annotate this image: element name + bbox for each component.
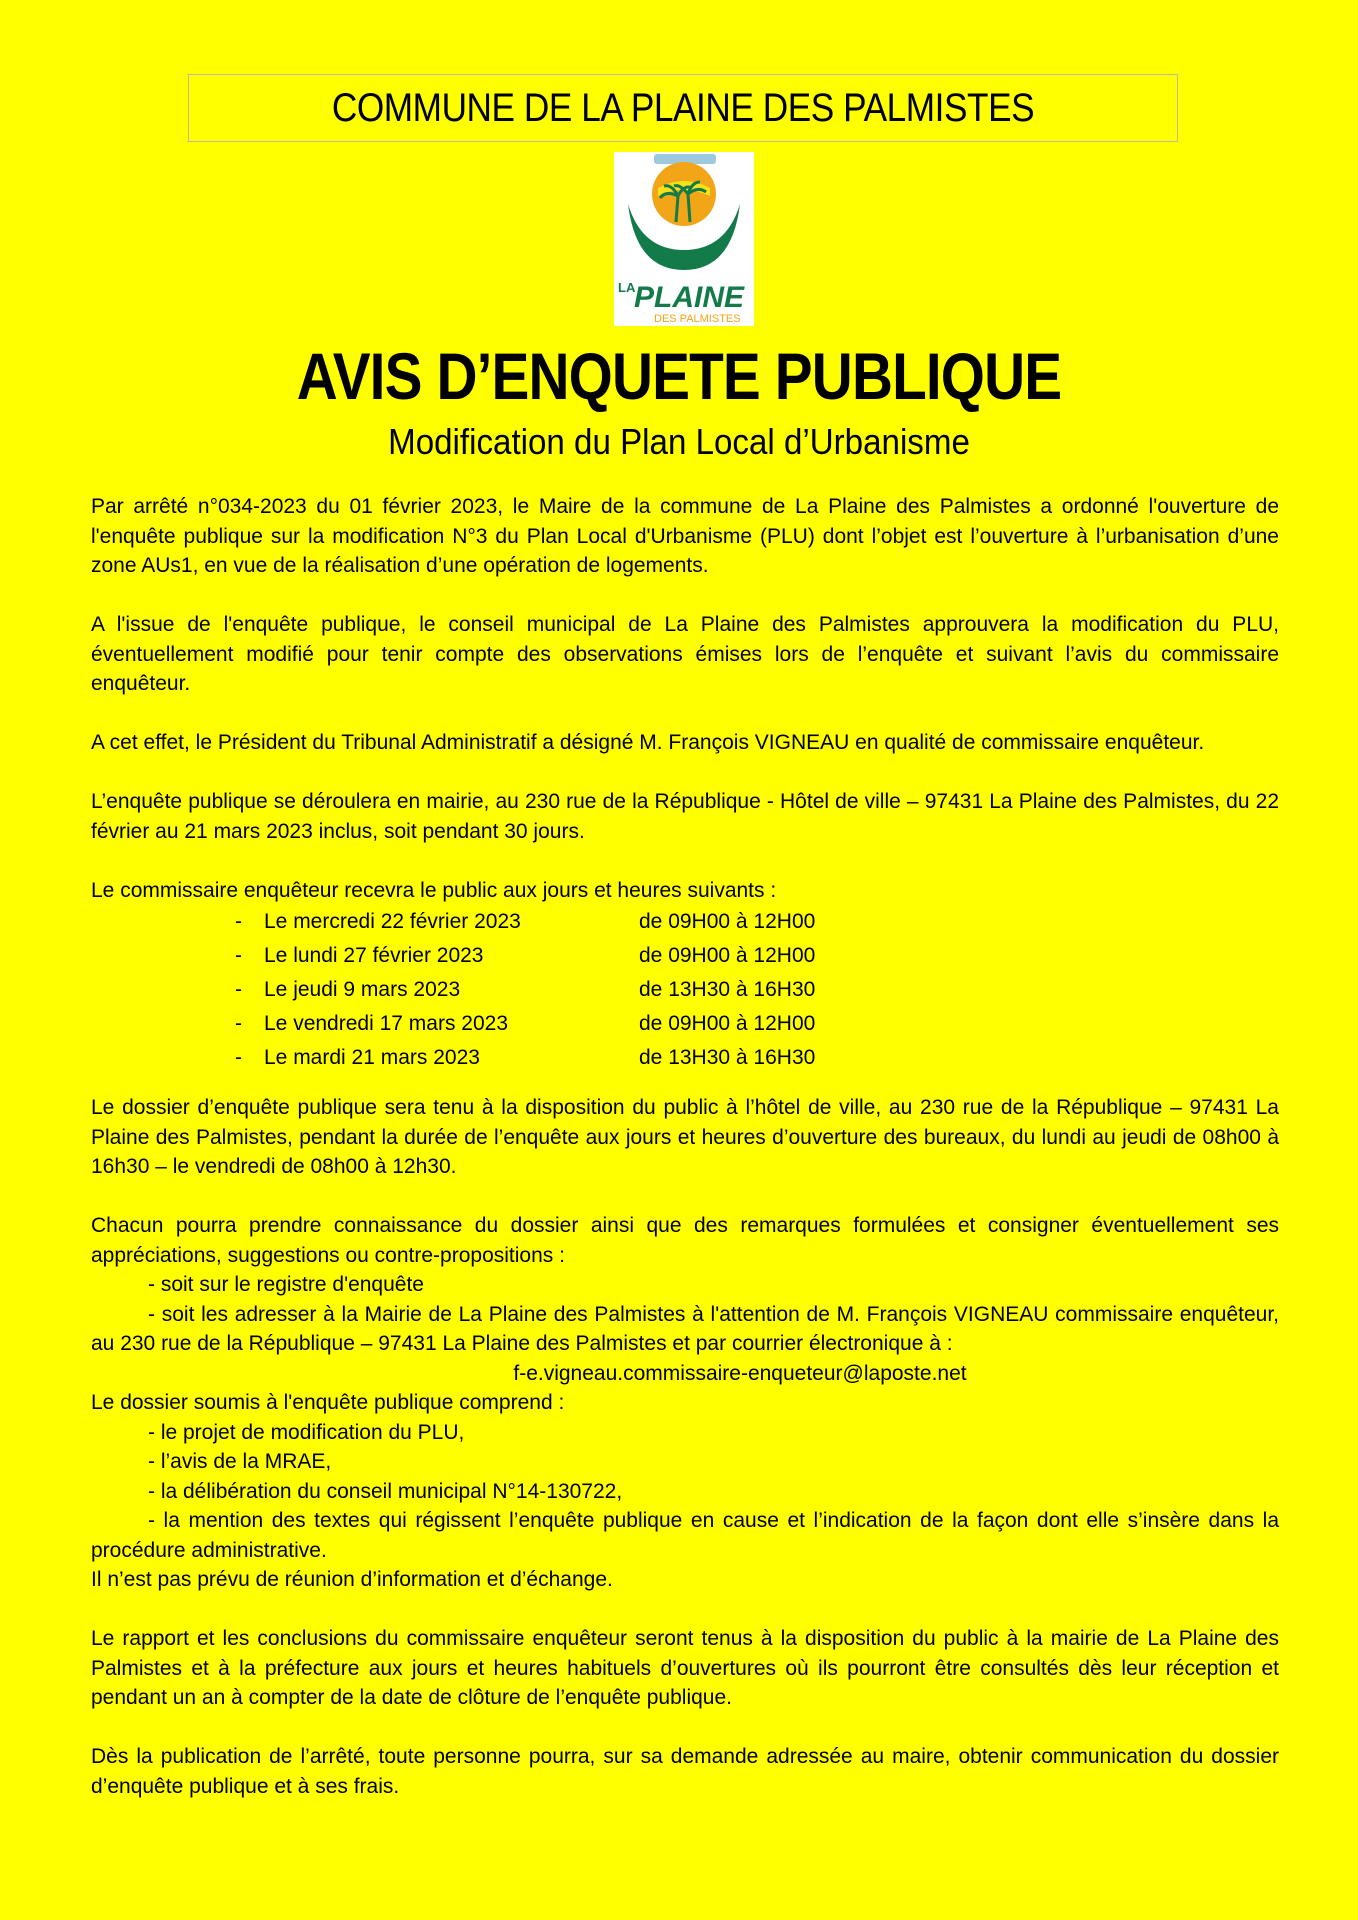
schedule-item xyxy=(91,1041,1279,1075)
schedule-dash: - xyxy=(235,1046,242,1069)
paragraph-permanences-intro: Le commissaire enquêteur recevra le public aux jours et heures suivants : xyxy=(91,878,777,902)
schedule-dash: - xyxy=(235,1012,242,1035)
paragraph-communication: Dès la publication de l’arrêté, toute personne pourra, sur sa demande adressée au maire, obtenir communication du dossier d’enquête publique et à ses frais. xyxy=(91,1745,1279,1798)
notice-subtitle: Modification du Plan Local d’Urbanisme xyxy=(388,421,970,462)
dossier-item-deliberation: - la délibération du conseil municipal N°14-130722, xyxy=(148,1479,623,1503)
notice-body xyxy=(91,492,1279,1831)
schedule-dash: - xyxy=(235,944,242,967)
dossier-item-projet: - le projet de modification du PLU, xyxy=(148,1420,465,1444)
schedule-day: Le vendredi 17 mars 2023 xyxy=(264,1012,508,1035)
paragraph-reunion: Il n’est pas prévu de réunion d’information et d’échange. xyxy=(91,1568,613,1591)
paragraph-commissaire: A cet effet, le Président du Tribunal Administratif a désigné M. François VIGNEAU en qualité de commissaire enquêteur. xyxy=(91,731,1205,754)
notice-title: AVIS D’ENQUETE PUBLIQUE xyxy=(296,339,1062,413)
observations-item-registre: - soit sur le registre d'enquête xyxy=(148,1273,424,1296)
schedule-hours: de 09H00 à 12H00 xyxy=(639,944,816,967)
schedule-item xyxy=(91,939,1279,973)
schedule-day: Le lundi 27 février 2023 xyxy=(264,944,484,967)
commissaire-email: f-e.vigneau.commissaire-enqueteur@laposte.net xyxy=(513,1361,967,1385)
schedule-day: Le mardi 21 mars 2023 xyxy=(264,1046,480,1069)
schedule-hours: de 13H30 à 16H30 xyxy=(639,1046,816,1069)
observations-item-courrier: - soit les adresser à la Mairie de La Plaine des Palmistes à l'attention de M. François VIGNEAU commissaire enquêteur, au 230 rue de la République – 97431 La Plaine des Palmistes et par courrier électronique à : xyxy=(91,1302,1279,1355)
paragraph-consultation: Le dossier d’enquête publique sera tenu à la disposition du public à l’hôtel de ville, au 230 rue de la République – 97431 La Plaine des Palmistes, pendant la durée de l’enquête aux jours et heures d’ouverture des bureaux, du lundi au jeudi de 08h00 à 16h30 – le vendredi de 08h00 à 12h30. xyxy=(91,1096,1279,1178)
schedule-item xyxy=(91,973,1279,1007)
logo-word-plaine: PLAINE xyxy=(634,281,745,314)
logo-graphic xyxy=(614,152,754,326)
paragraph-arrete: Par arrêté n°034-2023 du 01 février 2023, le Maire de la commune de La Plaine des Palmistes a ordonné l'ouverture de l'enquête publique sur la modification N°3 du Plan Local d'Urbanisme (PLU) dont l’objet est l’ouverture à l’urbanisation d’une zone AUs1, en vue de la réalisation d’une opération de logements. xyxy=(91,495,1279,577)
paragraph-observations: Chacun pourra prendre connaissance du dossier ainsi que des remarques formulées et consigner éventuellement ses appréciations, suggestions ou contre-propositions : xyxy=(91,1214,1279,1267)
schedule-dash: - xyxy=(235,978,242,1001)
schedule-day: Le mercredi 22 février 2023 xyxy=(264,910,521,933)
logo-word-la: LA xyxy=(618,280,636,295)
paragraph-lieu-dates: L’enquête publique se déroulera en mairie, au 230 rue de la République - Hôtel de ville – 97431 La Plaine des Palmistes, du 22 février au 21 mars 2023 inclus, soit pendant 30 jours. xyxy=(91,790,1279,843)
dossier-item-textes: - la mention des textes qui régissent l’enquête publique en cause et l’indication de la façon dont elle s’insère dans la procédure administrative. xyxy=(91,1509,1279,1562)
paragraph-approbation: A l'issue de l'enquête publique, le conseil municipal de La Plaine des Palmistes approuvera la modification du PLU, éventuellement modifié pour tenir compte des observations émises lors de l’enquête et suivant l’avis du commissaire enquêteur. xyxy=(91,613,1279,695)
schedule-hours: de 09H00 à 12H00 xyxy=(639,1012,816,1035)
logo-word-palmistes: DES PALMISTES xyxy=(654,313,741,325)
dossier-item-mrae: - l’avis de la MRAE, xyxy=(148,1450,332,1473)
commune-logo xyxy=(614,152,754,326)
schedule-item xyxy=(91,905,1279,939)
schedule-day: Le jeudi 9 mars 2023 xyxy=(264,978,461,1001)
paragraph-rapport: Le rapport et les conclusions du commissaire enquêteur seront tenus à la disposition du public à la mairie de La Plaine des Palmistes et à la préfecture aux jours et heures habituels d’ouvertures où ils pourront être consultés dès leur réception et pendant un an à compter de la date de clôture de l’enquête publique. xyxy=(91,1627,1279,1709)
commune-title: COMMUNE DE LA PLAINE DES PALMISTES xyxy=(331,85,1035,130)
schedule-hours: de 13H30 à 16H30 xyxy=(639,978,816,1001)
paragraph-dossier-contenu: Le dossier soumis à l'enquête publique comprend : xyxy=(91,1391,565,1414)
schedule-hours: de 09H00 à 12H00 xyxy=(639,910,816,933)
schedule-dash: - xyxy=(235,910,242,933)
schedule-list xyxy=(91,905,1279,1075)
schedule-item xyxy=(91,1007,1279,1041)
header-box xyxy=(188,74,1178,142)
